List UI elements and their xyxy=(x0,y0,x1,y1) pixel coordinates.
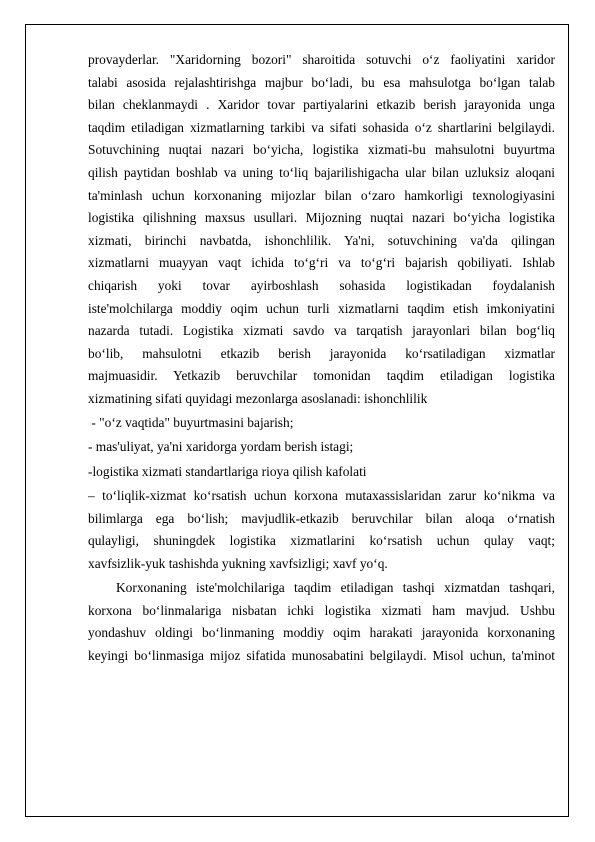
text-line: talabi asosida rejalashtirishga majbur bo‘ladi, bu esa mahsulotga bo‘lgan talab xyxy=(88,74,555,90)
text-line: bilimlarga ega bo‘lish; mavjudlik-etkazib beruvchilar bilan aloqa o‘rnatish xyxy=(88,510,555,526)
text-line: xizmatlarni muayyan vaqt ichida to‘g‘ri va to‘g‘ri bajarish qobiliyati. Ishlab xyxy=(88,255,555,271)
text-line: nazarda tutadi. Logistika xizmati savdo va tarqatish jarayonlari bilan bog‘liq xyxy=(88,323,555,339)
paragraph-3 xyxy=(88,577,555,667)
paragraph-1 xyxy=(88,49,555,411)
text-line: iste'molchilarga moddiy oqim uchun turli xizmatlarni taqdim etish imkoniyatini xyxy=(88,300,555,316)
text-line: korxona bo‘linmalariga nisbatan ichki logistika xizmati ham mavjud. Ushbu xyxy=(88,602,555,618)
text-line: chiqarish yoki tovar ayirboshlash sohasida logistikadan foydalanish xyxy=(88,277,555,293)
text-line: Korxonaning iste'molchilariga taqdim etiladigan tashqi xizmatdan tashqari, xyxy=(116,580,555,596)
text-line: xavfsizlik-yuk tashishda yukning xavfsizligi; xavf yo‘q. xyxy=(88,555,388,571)
text-line: xizmatining sifati quyidagi mezonlarga asoslanadi: ishonchlilik xyxy=(88,390,428,406)
text-line: taqdim etiladigan xizmatlarning tarkibi va sifati sohasida o‘z shartlarini belgilaydi. xyxy=(88,119,555,135)
text-line: majmuasidir. Yetkazib beruvchilar tomonidan taqdim etiladigan logistika xyxy=(88,368,555,384)
text-line: yondashuv oldingi bo‘linmaning moddiy oqim harakati jarayonida korxonaning xyxy=(88,625,555,641)
text-line: xizmati, birinchi navbatda, ishonchlilik. Ya'ni, sotuvchining va'da qilingan xyxy=(88,232,555,248)
list-item: - "o‘z vaqtida" buyurtmasini bajarish; xyxy=(88,415,294,431)
text-line: qulayligi, shuningdek logistika xizmatlarini ko‘rsatish uchun qulay vaqt; xyxy=(88,533,555,549)
text-line: – to‘liqlik-xizmat ko‘rsatish uchun korxona mutaxassislaridan zarur ko‘nikma va xyxy=(88,488,555,504)
text-line: Sotuvchining nuqtai nazari bo‘yicha, logistika xizmati-bu mahsulotni buyurtma xyxy=(88,142,555,158)
text-line: bo‘lib, mahsulotni etkazib berish jarayonida ko‘rsatiladigan xizmatlar xyxy=(88,345,555,361)
text-line: ta'minlash uchun korxonaning mijozlar bilan o‘zaro hamkorligi texnologiyasini xyxy=(88,187,555,203)
list-item: -logistika xizmati standartlariga rioya qilish kafolati xyxy=(88,463,367,479)
list-item: - mas'uliyat, ya'ni xaridorga yordam berish istagi; xyxy=(88,439,354,455)
text-line: logistika qilishning maxsus usullari. Mijozning nuqtai nazari bo‘yicha logistika xyxy=(88,210,555,226)
list xyxy=(88,412,555,483)
text-line: keyingi bo‘linmasiga mijoz sifatida munosabatini belgilaydi. Misol uchun, ta'minot xyxy=(88,647,555,663)
text-line: qilish paytidan boshlab va uning to‘liq bajarilishigacha ular bilan uzluksiz aloqani xyxy=(88,164,555,180)
paragraph-2 xyxy=(88,485,555,575)
text-line: bilan cheklanmaydi . Xaridor tovar partiyalarini etkazib berish jarayonida unga xyxy=(88,97,555,113)
document-body xyxy=(88,49,555,667)
text-line: provayderlar. "Xaridorning bozori" sharoitida sotuvchi o‘z faoliyatini xaridor xyxy=(88,52,555,67)
